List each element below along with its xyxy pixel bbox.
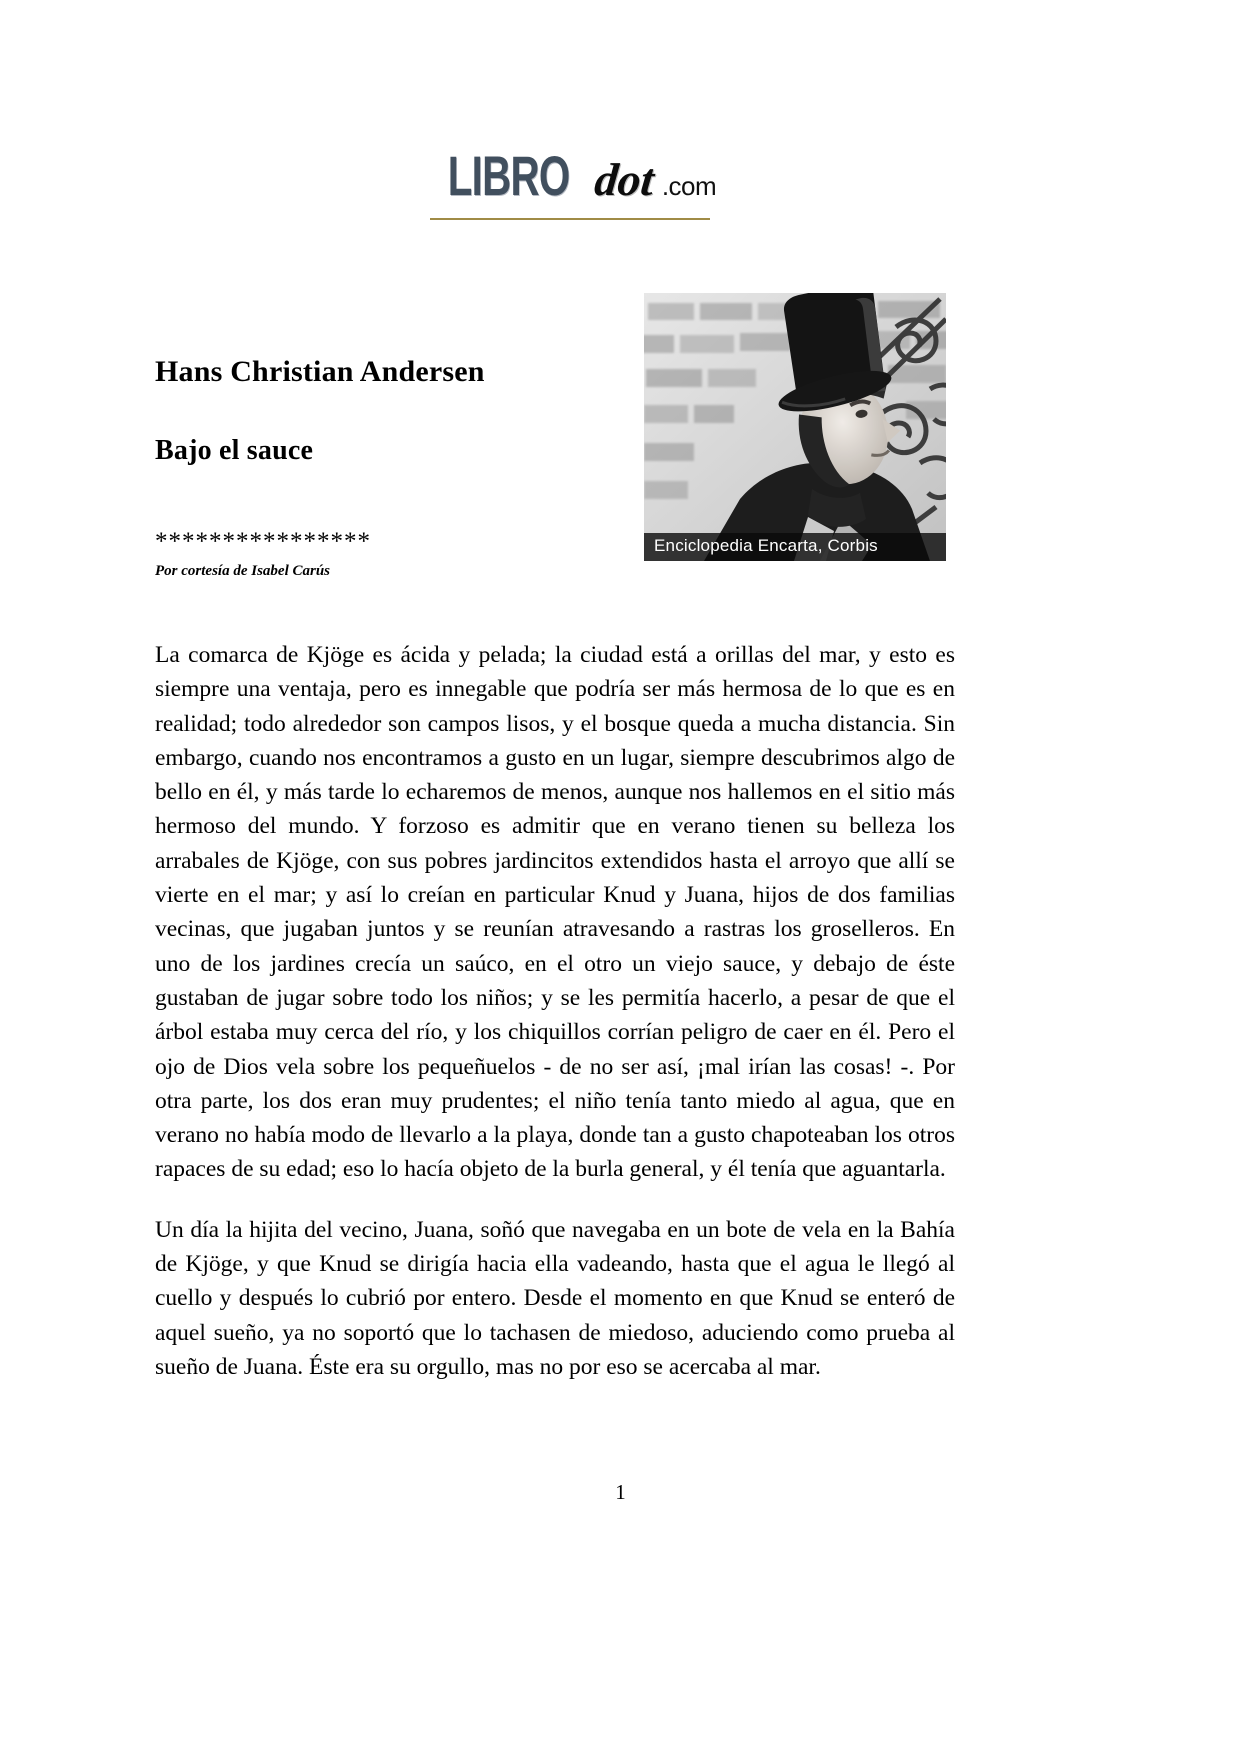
- page-number: 1: [615, 1480, 626, 1504]
- author-photo-image: [644, 293, 946, 561]
- story-body: [155, 638, 955, 1384]
- logo-divider-rule: [430, 218, 710, 220]
- author-photograph: [644, 293, 946, 561]
- asterisk-separator: ****************: [155, 528, 371, 555]
- body-paragraph: Un día la hijita del vecino, Juana, soñó que navegaba en un bote de vela en la Bahía de Kjöge, y que Knud se dirigía hacia ella vadeando, hasta que el agua le llegó al cuello y después lo cubrió por entero. Desde el momento en que Knud se enteró de aquel sueño, ya no soportó que lo tachasen de miedoso, aduciendo como prueba al sueño de Juana. Éste era su orgullo, mas no por eso se acercaba al mar.: [155, 1216, 955, 1380]
- logo-text-dot: dot: [592, 154, 657, 205]
- logo-wordmark: [430, 144, 717, 207]
- logo-text-com: .com: [661, 171, 717, 201]
- librodot-logo[interactable]: [430, 144, 717, 220]
- courtesy-credit: Por cortesía de Isabel Carús: [155, 563, 331, 579]
- logo-text-libro: LIBRO: [447, 144, 570, 207]
- page-title: Bajo el sauce: [155, 435, 314, 466]
- author-name: Hans Christian Andersen: [155, 355, 485, 388]
- body-paragraph: La comarca de Kjöge es ácida y pelada; la ciudad está a orillas del mar, y esto es siempre una ventaja, pero es innegable que podría ser más hermosa de lo que es en realidad; todo alrededor son campos lisos, y el bosque queda a mucha distancia. Sin embargo, cuando nos encontramos a gusto en un lugar, siempre descubrimos algo de bello en él, y más tarde lo echaremos de menos, aunque nos hallemos en el sitio más hermoso del mundo. Y forzoso es admitir que en verano tienen su belleza los arrabales de Kjöge, con sus pobres jardincitos extendidos hasta el arroyo que allí se vierte en el mar; y así lo creían en particular Knud y Juana, hijos de dos familias vecinas, que jugaban juntos y se reunían atravesando a rastras los groselleros. En uno de los jardines crecía un saúco, en el otro un viejo sauce, y debajo de éste gustaban de jugar sobre todo los niños; y se les permitía hacerlo, a pesar de que el árbol estaba muy cerca del río, y los chiquillos corrían peligro de caer en él. Pero el ojo de Dios vela sobre los pequeñuelos - de no ser así, ¡mal irían las cosas! -. Por otra parte, los dos eran muy prudentes; el niño tenía tanto miedo al agua, que en verano no había modo de llevarlo a la playa, donde tan a gusto chapoteaban los otros rapaces de su edad; eso lo hacía objeto de la burla general, y él tenía que aguantarla.: [155, 642, 955, 1183]
- photo-caption: Enciclopedia Encarta, Corbis: [644, 533, 946, 561]
